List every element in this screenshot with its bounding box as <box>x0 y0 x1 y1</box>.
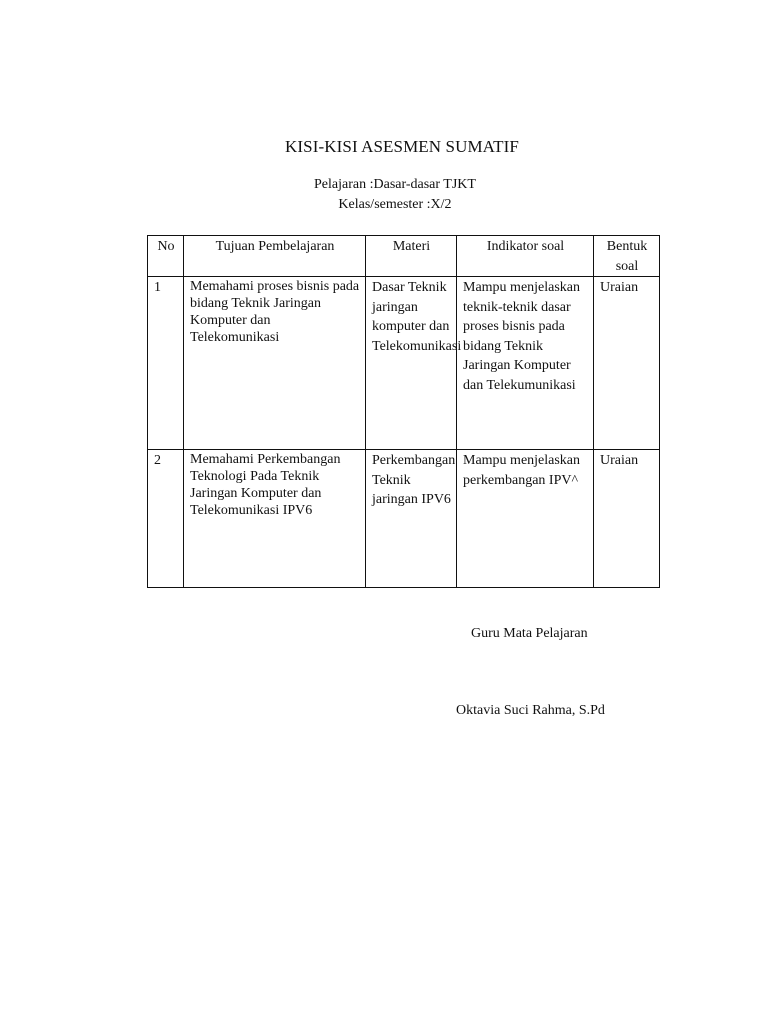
cell-tujuan: Memahami Perkembangan Teknologi Pada Teknik Jaringan Komputer dan Telekomunikasi IPV6 <box>184 450 366 588</box>
cell-no: 1 <box>148 277 184 450</box>
table-row <box>148 450 660 588</box>
header-tujuan: Tujuan Pembelajaran <box>184 236 366 277</box>
cell-tujuan: Memahami proses bisnis pada bidang Teknik Jaringan Komputer dan Telekomunikasi <box>184 277 366 450</box>
table-row <box>148 277 660 450</box>
cell-indikator: Mampu menjelaskan teknik-teknik dasar proses bisnis pada bidang Teknik Jaringan Komputer dan Telekumunikasi <box>457 277 594 450</box>
cell-materi: Dasar Teknik jaringan komputer dan Telekomunikasi <box>366 277 457 450</box>
signature-name: Oktavia Suci Rahma, S.Pd <box>456 703 605 718</box>
header-no: No <box>148 236 184 277</box>
class-semester-line: Kelas/semester :X/2 <box>338 197 452 212</box>
subject-line: Pelajaran :Dasar-dasar TJKT <box>314 177 476 192</box>
header-bentuk: Bentuk soal <box>594 236 660 277</box>
assessment-grid-table <box>147 235 660 588</box>
header-indikator: Indikator soal <box>457 236 594 277</box>
signature-title: Guru Mata Pelajaran <box>471 626 588 641</box>
header-materi: Materi <box>366 236 457 277</box>
cell-no: 2 <box>148 450 184 588</box>
table-header-row <box>148 236 660 277</box>
cell-bentuk: Uraian <box>594 277 660 450</box>
cell-materi: Perkembangan Teknik jaringan IPV6 <box>366 450 457 588</box>
document-title: KISI-KISI ASESMEN SUMATIF <box>285 137 519 156</box>
cell-indikator: Mampu menjelaskan perkembangan IPV^ <box>457 450 594 588</box>
cell-bentuk: Uraian <box>594 450 660 588</box>
